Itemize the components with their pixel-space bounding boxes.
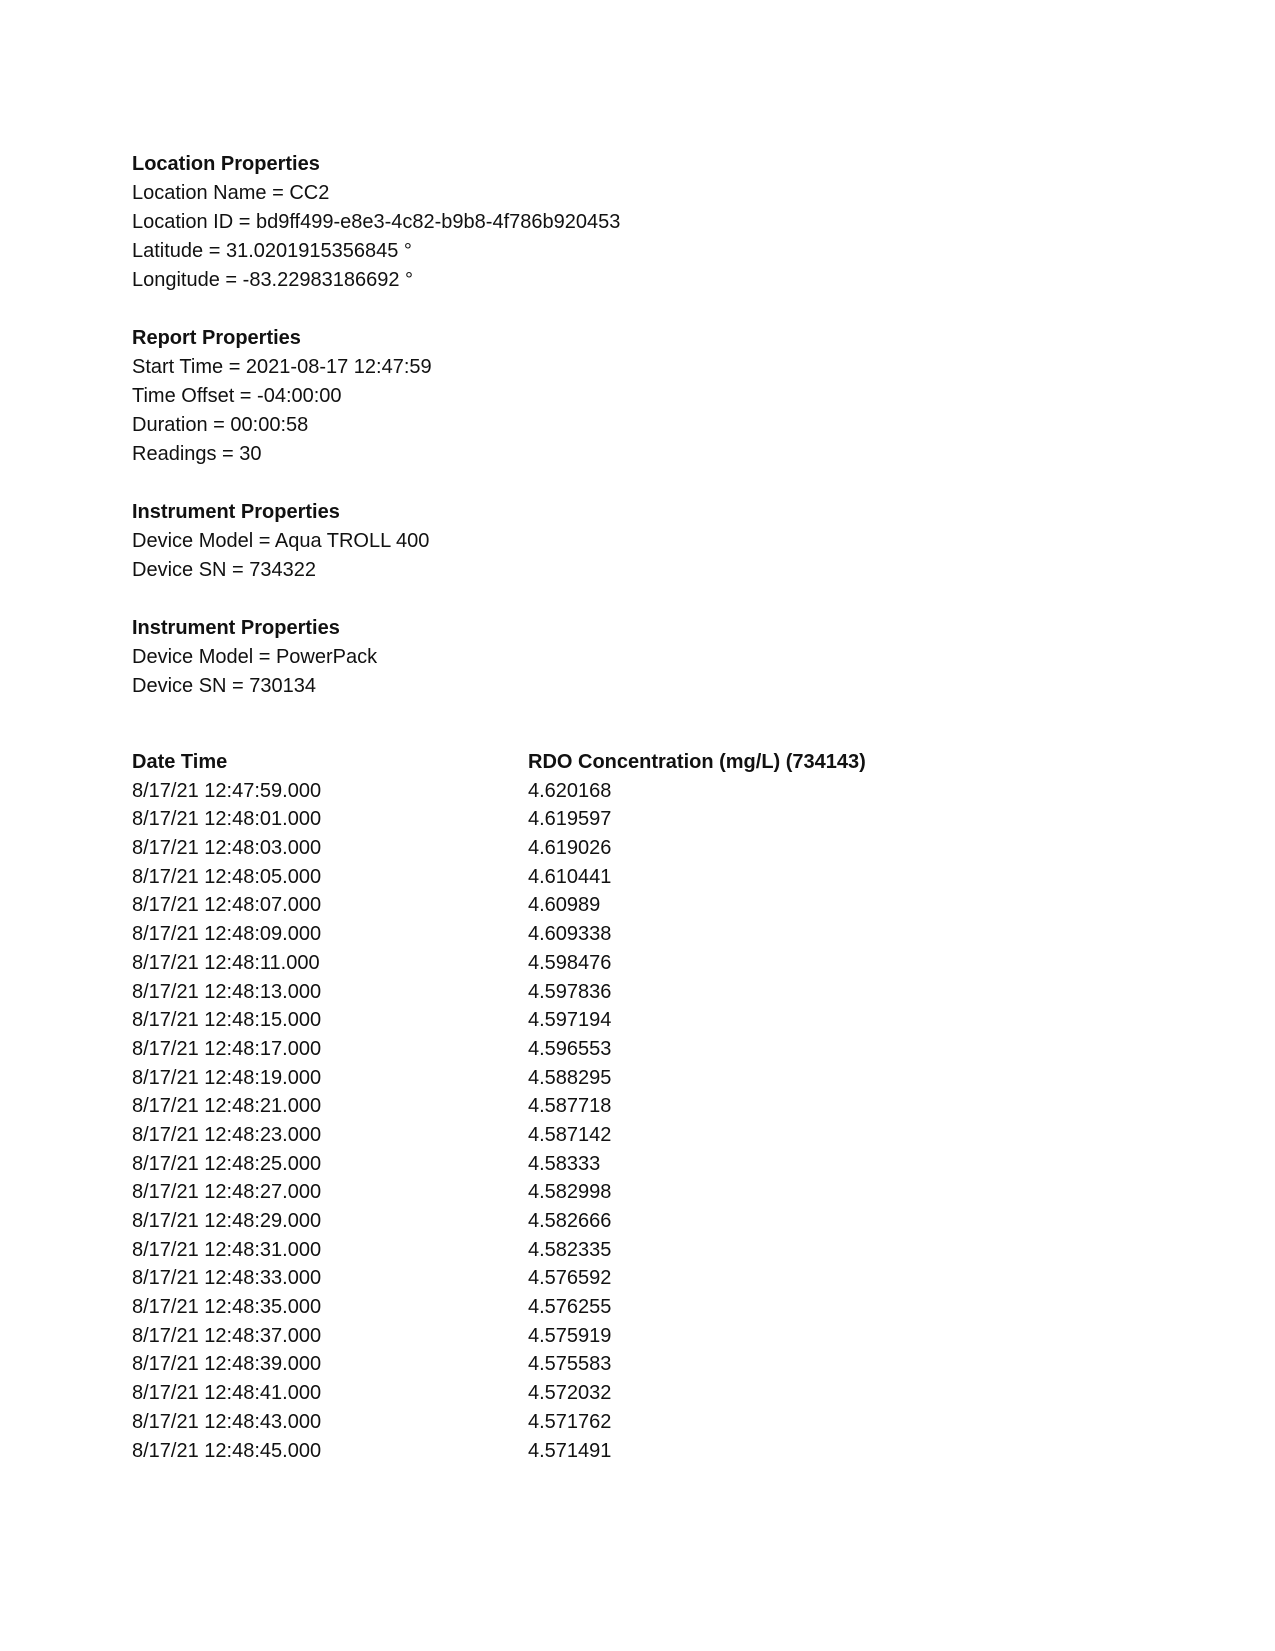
- table-row: [132, 1437, 1028, 1466]
- column-header-date-time: Date Time: [132, 751, 228, 773]
- table-row: [132, 920, 1028, 949]
- date-time-cell: 8/17/21 12:48:35.000: [132, 1296, 322, 1319]
- table-row: [132, 1264, 1028, 1293]
- date-time-cell: 8/17/21 12:48:11.000: [132, 951, 320, 974]
- location-id-line: Location ID = bd9ff499-e8e3-4c82-b9b8-4f786b920453: [132, 211, 621, 233]
- table-row: [132, 1379, 1028, 1408]
- date-time-cell: 8/17/21 12:47:59.000: [132, 779, 322, 802]
- section-heading: Report Properties: [132, 327, 301, 349]
- section-heading: Instrument Properties: [132, 501, 340, 523]
- date-time-cell: 8/17/21 12:48:07.000: [132, 894, 322, 917]
- table-row: [132, 949, 1028, 978]
- column-header-rdo-concentration: RDO Concentration (mg/L) (734143): [528, 751, 866, 773]
- table-row: [132, 1408, 1028, 1437]
- section-heading: Location Properties: [132, 153, 320, 175]
- rdo-concentration-cell: 4.60989: [528, 894, 601, 917]
- device-sn-line: Device SN = 730134: [132, 675, 317, 697]
- rdo-concentration-cell: 4.619026: [528, 837, 612, 860]
- readings-table: [132, 748, 1028, 1465]
- rdo-concentration-cell: 4.582998: [528, 1181, 612, 1204]
- date-time-cell: 8/17/21 12:48:01.000: [132, 808, 322, 831]
- date-time-cell: 8/17/21 12:48:03.000: [132, 837, 322, 860]
- table-row: [132, 1092, 1028, 1121]
- date-time-cell: 8/17/21 12:48:31.000: [132, 1238, 322, 1261]
- table-row: [132, 1350, 1028, 1379]
- date-time-cell: 8/17/21 12:48:41.000: [132, 1382, 322, 1405]
- rdo-concentration-cell: 4.587718: [528, 1095, 612, 1118]
- device-model-line: Device Model = Aqua TROLL 400: [132, 530, 430, 552]
- date-time-cell: 8/17/21 12:48:23.000: [132, 1123, 322, 1146]
- table-header-row: [132, 748, 1028, 777]
- rdo-concentration-cell: 4.620168: [528, 779, 612, 802]
- date-time-cell: 8/17/21 12:48:13.000: [132, 980, 322, 1003]
- rdo-concentration-cell: 4.571491: [528, 1439, 612, 1462]
- date-time-cell: 8/17/21 12:48:15.000: [132, 1009, 322, 1032]
- table-row: [132, 805, 1028, 834]
- date-time-cell: 8/17/21 12:48:37.000: [132, 1324, 322, 1347]
- instrument-properties-section-1: [132, 498, 1132, 585]
- table-row: [132, 1035, 1028, 1064]
- date-time-cell: 8/17/21 12:48:45.000: [132, 1439, 322, 1462]
- date-time-cell: 8/17/21 12:48:17.000: [132, 1037, 322, 1060]
- table-row: [132, 1150, 1028, 1179]
- rdo-concentration-cell: 4.571762: [528, 1410, 612, 1433]
- rdo-concentration-cell: 4.572032: [528, 1382, 612, 1405]
- section-heading: Instrument Properties: [132, 617, 340, 639]
- start-time-line: Start Time = 2021-08-17 12:47:59: [132, 356, 432, 378]
- rdo-concentration-cell: 4.58333: [528, 1152, 601, 1175]
- table-row: [132, 834, 1028, 863]
- rdo-concentration-cell: 4.575583: [528, 1353, 612, 1376]
- date-time-cell: 8/17/21 12:48:39.000: [132, 1353, 322, 1376]
- date-time-cell: 8/17/21 12:48:27.000: [132, 1181, 322, 1204]
- rdo-concentration-cell: 4.576592: [528, 1267, 612, 1290]
- time-offset-line: Time Offset = -04:00:00: [132, 385, 342, 407]
- date-time-cell: 8/17/21 12:48:25.000: [132, 1152, 322, 1175]
- table-row: [132, 1322, 1028, 1351]
- rdo-concentration-cell: 4.619597: [528, 808, 612, 831]
- latitude-line: Latitude = 31.0201915356845 °: [132, 240, 412, 262]
- table-row: [132, 1006, 1028, 1035]
- date-time-cell: 8/17/21 12:48:21.000: [132, 1095, 322, 1118]
- table-row: [132, 863, 1028, 892]
- rdo-concentration-cell: 4.597194: [528, 1009, 612, 1032]
- date-time-cell: 8/17/21 12:48:33.000: [132, 1267, 322, 1290]
- table-row: [132, 777, 1028, 806]
- date-time-cell: 8/17/21 12:48:43.000: [132, 1410, 322, 1433]
- report-properties-section: [132, 324, 1132, 469]
- device-model-line: Device Model = PowerPack: [132, 646, 378, 668]
- instrument-properties-section-2: [132, 614, 1132, 701]
- table-row: [132, 1064, 1028, 1093]
- table-row: [132, 1207, 1028, 1236]
- rdo-concentration-cell: 4.596553: [528, 1037, 612, 1060]
- date-time-cell: 8/17/21 12:48:09.000: [132, 923, 322, 946]
- table-row: [132, 891, 1028, 920]
- date-time-cell: 8/17/21 12:48:29.000: [132, 1210, 322, 1232]
- rdo-concentration-cell: 4.582335: [528, 1238, 612, 1261]
- rdo-concentration-cell: 4.576255: [528, 1296, 612, 1319]
- rdo-concentration-cell: 4.588295: [528, 1066, 612, 1089]
- properties-block: [132, 150, 1132, 730]
- table-row: [132, 1121, 1028, 1150]
- duration-line: Duration = 00:00:58: [132, 414, 309, 436]
- date-time-cell: 8/17/21 12:48:19.000: [132, 1066, 322, 1089]
- table-row: [132, 1293, 1028, 1322]
- device-sn-line: Device SN = 734322: [132, 559, 317, 581]
- rdo-concentration-cell: 4.587142: [528, 1123, 612, 1146]
- rdo-concentration-cell: 4.575919: [528, 1324, 612, 1347]
- table-row: [132, 978, 1028, 1007]
- location-properties-section: [132, 150, 1132, 295]
- rdo-concentration-cell: 4.609338: [528, 923, 612, 946]
- location-name-line: Location Name = CC2: [132, 182, 330, 204]
- table-row: [132, 1236, 1028, 1265]
- rdo-concentration-cell: 4.610441: [528, 865, 612, 888]
- rdo-concentration-cell: 4.598476: [528, 951, 612, 974]
- table-row: [132, 1178, 1028, 1207]
- rdo-concentration-cell: 4.597836: [528, 980, 612, 1003]
- readings-line: Readings = 30: [132, 443, 262, 465]
- date-time-cell: 8/17/21 12:48:05.000: [132, 865, 322, 888]
- rdo-concentration-cell: 4.582666: [528, 1210, 612, 1232]
- longitude-line: Longitude = -83.22983186692 °: [132, 269, 414, 291]
